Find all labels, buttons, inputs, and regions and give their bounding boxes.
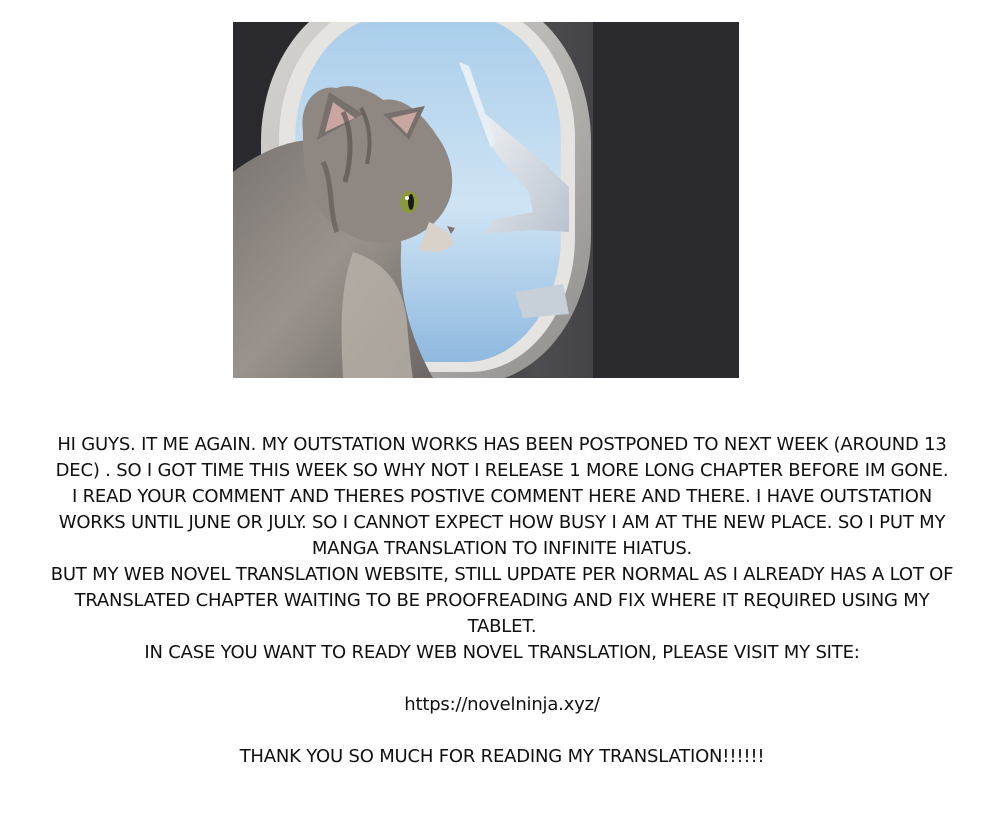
site-url-link[interactable]: https://novelninja.xyz/ — [404, 694, 600, 715]
notice-paragraph-web-novel: BUT MY WEB NOVEL TRANSLATION WEBSITE, STILL UPDATE PER NORMAL AS I ALREADY HAS A LOT OF TRANSLATED CHAPTER WAITING TO BE PROOFREADING AND FIX WHERE IT REQUIRED USING MY TABLET. — [50, 564, 954, 637]
notice-paragraph-visit-site: IN CASE YOU WANT TO READY WEB NOVEL TRANSLATION, PLEASE VISIT MY SITE: — [144, 642, 860, 663]
thank-you-message: THANK YOU SO MUCH FOR READING MY TRANSLATION!!!!!! — [239, 746, 765, 767]
notice-paragraph-postponed: HI GUYS. IT ME AGAIN. MY OUTSTATION WORKS HAS BEEN POSTPONED TO NEXT WEEK (AROUND 13 DEC) . SO I GOT TIME THIS WEEK SO WHY NOT I RELEASE 1 MORE LONG CHAPTER BEFORE IM GONE. — [55, 434, 949, 481]
cat-airplane-window-photo — [233, 22, 739, 378]
notice-paragraph-hiatus: I READ YOUR COMMENT AND THERES POSTIVE COMMENT HERE AND THERE. I HAVE OUTSTATION WORKS UNTIL JUNE OR JULY. SO I CANNOT EXPECT HOW BUSY I AM AT THE NEW PLACE. SO I PUT MY MANGA TRANSLATION TO INFINITE HIATUS. — [58, 486, 946, 559]
notice-text — [40, 432, 964, 770]
